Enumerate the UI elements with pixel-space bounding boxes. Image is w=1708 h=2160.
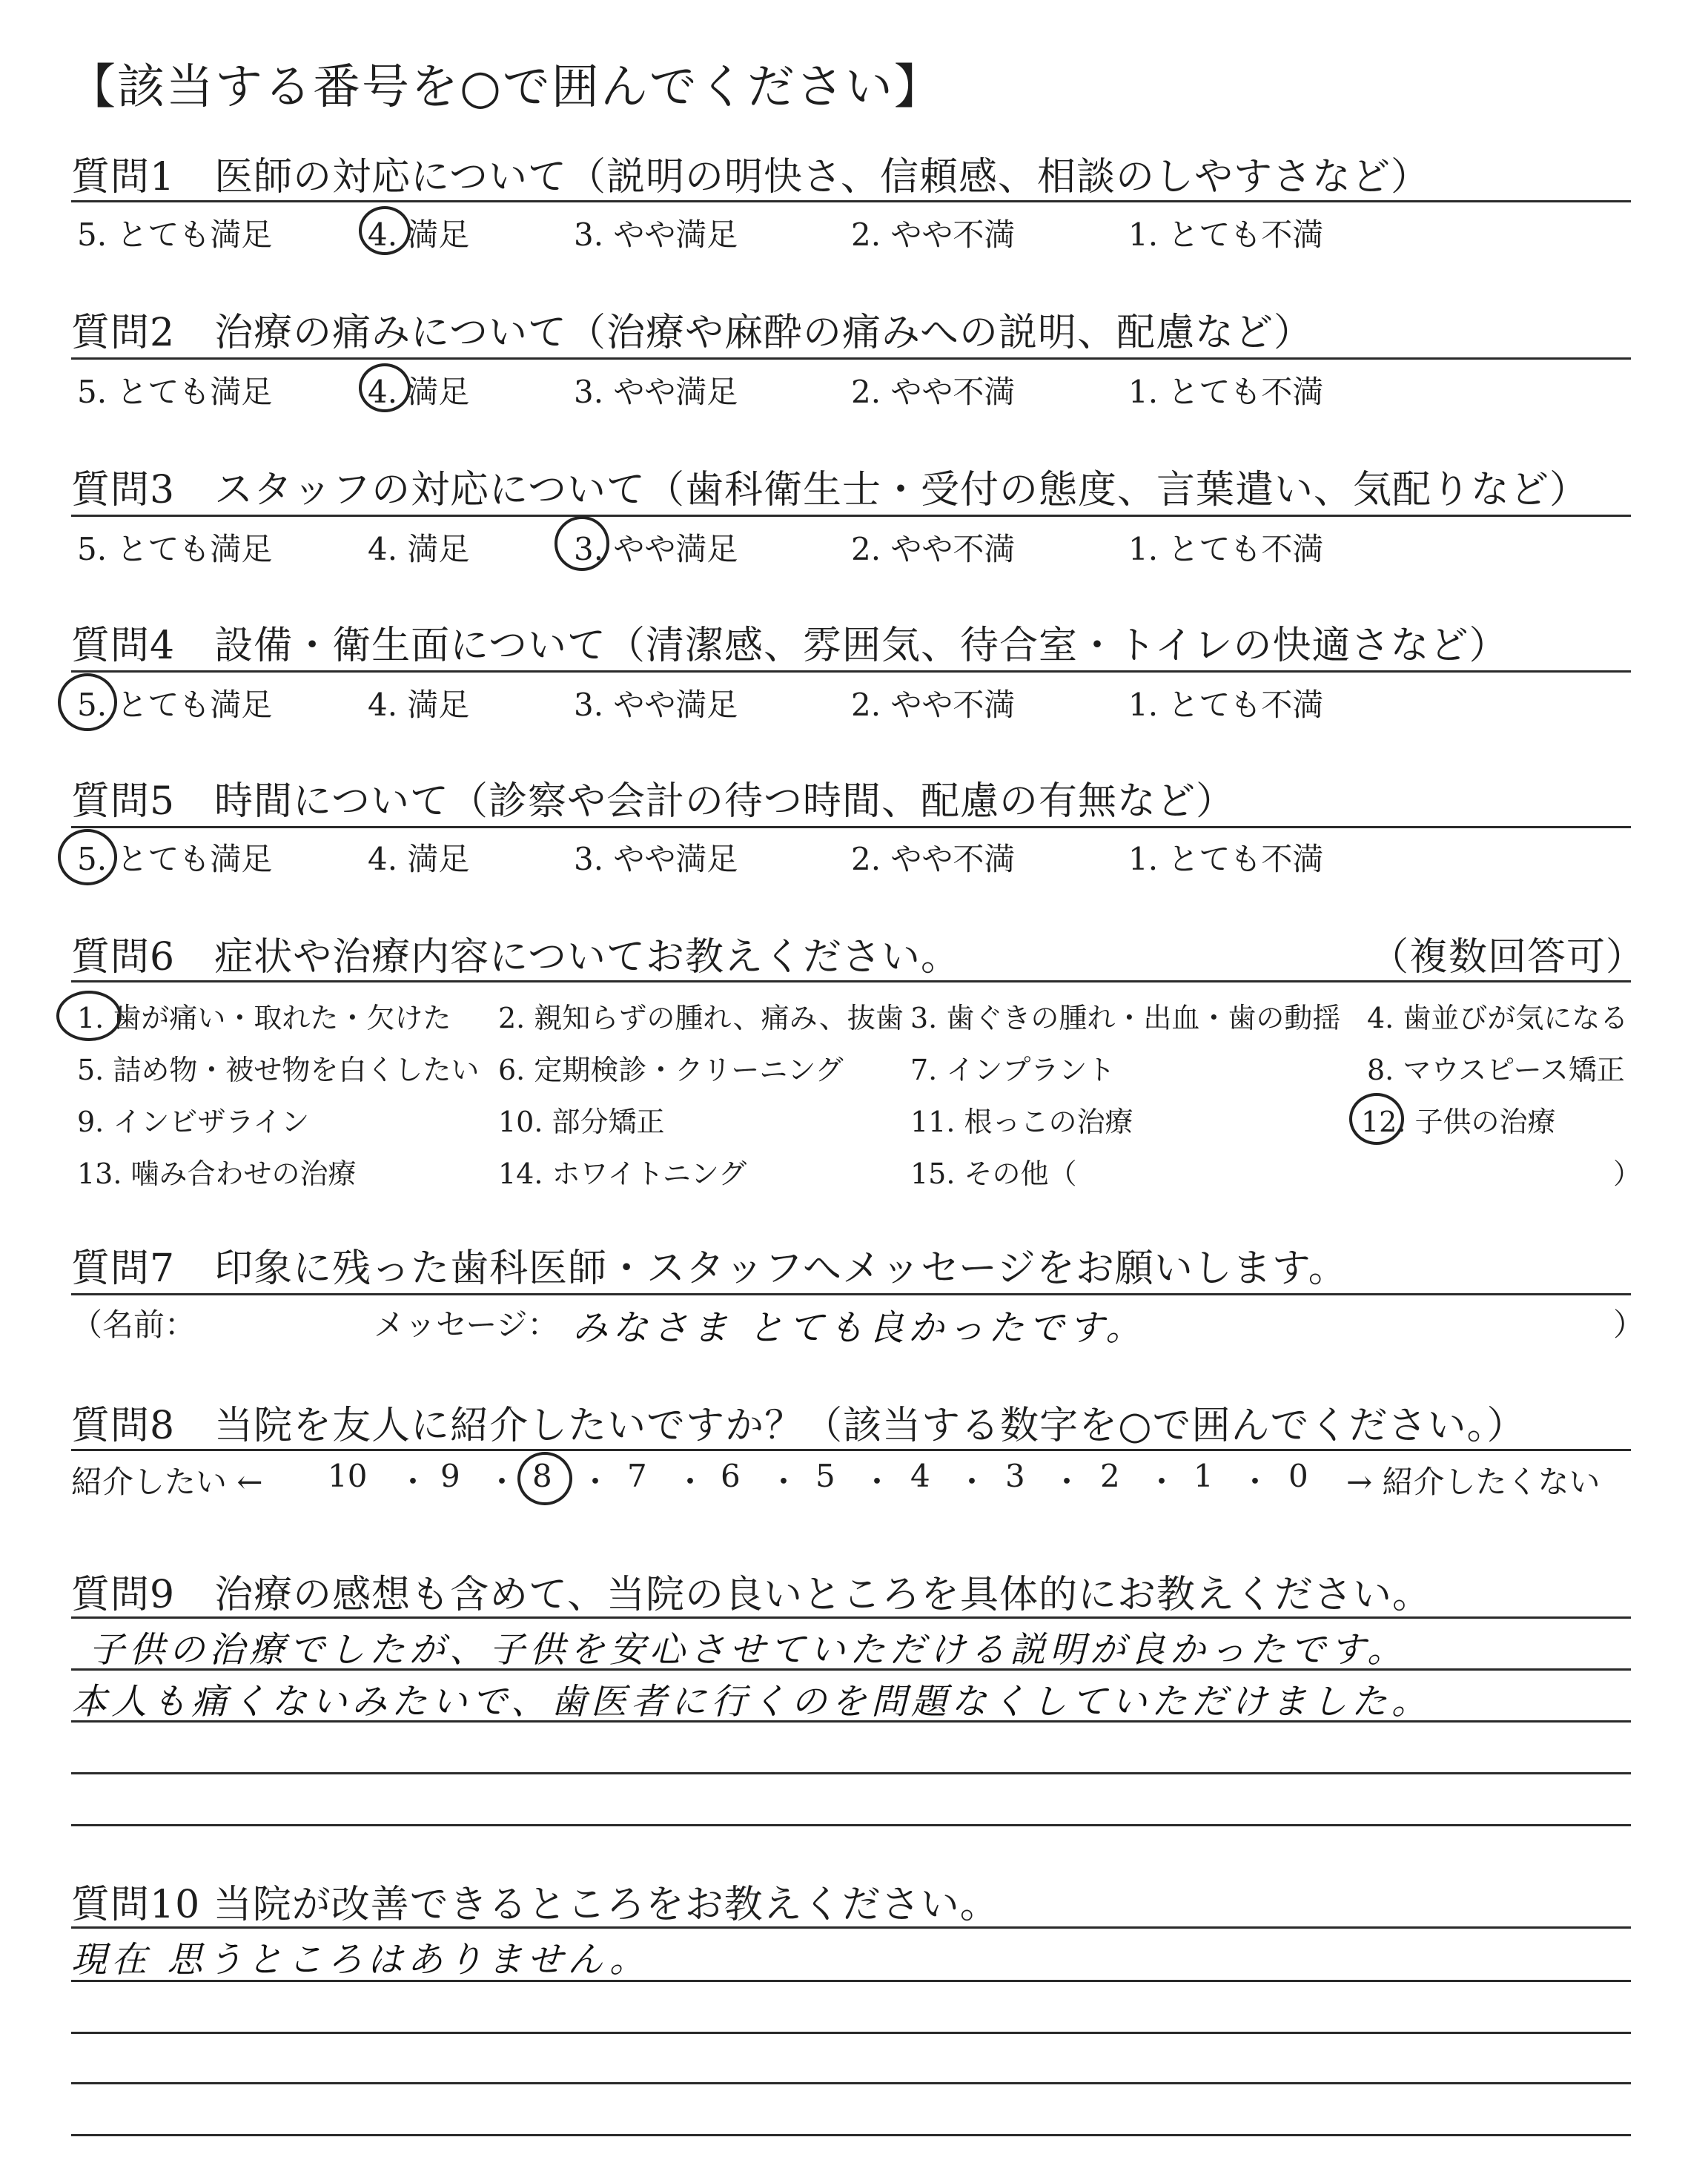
q8-dot: ・ [768, 1464, 800, 1500]
q5-rule [71, 826, 1631, 828]
q3-option-3[interactable]: 3. やや満足 [574, 531, 738, 567]
q9-answer-line-2[interactable]: 本人も痛くないみたいで、歯医者に行くのを問題なくしていただけました。 [71, 1681, 1432, 1723]
q8-dot: ・ [1051, 1464, 1083, 1500]
q9-title: 質問9 治療の感想も含めて、当院の良いところを具体的にお教えください。 [71, 1573, 1432, 1617]
q2-rule [71, 357, 1631, 360]
q8-scale-8[interactable]: 8 [532, 1458, 552, 1494]
q6-option-4[interactable]: 4. 歯並びが気になる [1367, 1002, 1629, 1034]
q2-option-5[interactable]: 5. とても満足 [77, 374, 273, 410]
q8-right-label: → 紹介したくない [1346, 1464, 1601, 1500]
q4-option-2[interactable]: 2. やや不満 [851, 687, 1016, 723]
q6-option-14[interactable]: 14. ホワイトニング [498, 1157, 747, 1190]
q3-option-5[interactable]: 5. とても満足 [77, 531, 273, 567]
q6-option-10[interactable]: 10. 部分矯正 [498, 1106, 665, 1138]
q8-dot: ・ [956, 1464, 988, 1500]
q6-rule [71, 980, 1631, 982]
q9-rule-1 [71, 1616, 1631, 1619]
q6-option-13[interactable]: 13. 噛み合わせの治療 [77, 1157, 357, 1190]
q8-scale-0[interactable]: 0 [1288, 1458, 1308, 1494]
q8-left-label: 紹介したい ← [71, 1464, 263, 1500]
q2-option-3[interactable]: 3. やや満足 [574, 374, 738, 410]
q5-selected-circle [58, 829, 117, 885]
q7-rule [71, 1293, 1631, 1295]
q8-rule [71, 1449, 1631, 1451]
q6-selected-circle-12 [1349, 1093, 1404, 1145]
q8-scale-2[interactable]: 2 [1100, 1458, 1120, 1494]
q8-dot: ・ [486, 1464, 518, 1500]
q6-title: 質問6 症状や治療内容についてお教えください。 [71, 935, 961, 980]
q6-option-3[interactable]: 3. 歯ぐきの腫れ・出血・歯の動揺 [910, 1002, 1341, 1034]
q8-scale-1[interactable]: 1 [1194, 1458, 1214, 1494]
q1-option-5[interactable]: 5. とても満足 [77, 217, 273, 253]
q6-multiple-note: （複数回答可） [1370, 935, 1646, 980]
q6-option-7[interactable]: 7. インプラント [910, 1054, 1116, 1086]
q10-rule-5 [71, 2134, 1631, 2136]
q8-dot: ・ [1146, 1464, 1178, 1500]
q3-option-4[interactable]: 4. 満足 [368, 531, 470, 567]
q6-option-2[interactable]: 2. 親知らずの腫れ、痛み、抜歯 [498, 1002, 904, 1034]
q9-rule-2 [71, 1668, 1631, 1671]
q8-dot: ・ [1239, 1464, 1271, 1500]
q4-rule [71, 670, 1631, 673]
q7-close-paren: ） [1613, 1307, 1645, 1343]
q6-option-6[interactable]: 6. 定期検診・クリーニング [498, 1054, 844, 1086]
q8-scale-3[interactable]: 3 [1005, 1458, 1025, 1494]
q5-option-3[interactable]: 3. やや満足 [574, 841, 738, 877]
q2-selected-circle [359, 363, 411, 412]
q4-option-3[interactable]: 3. やや満足 [574, 687, 738, 723]
q8-title: 質問8 当院を友人に紹介したいですか？（該当する数字を○で囲んでください。） [71, 1404, 1526, 1448]
q1-title: 質問1 医師の対応について（説明の明快さ、信頼感、相談のしやすさなど） [71, 155, 1430, 199]
q1-option-3[interactable]: 3. やや満足 [574, 217, 738, 253]
q8-dot: ・ [861, 1464, 893, 1500]
q9-answer-line-1[interactable]: 子供の治療でしたが、子供を安心させていただける説明が良かったです。 [89, 1629, 1408, 1671]
q10-rule-3 [71, 2032, 1631, 2034]
q1-option-2[interactable]: 2. やや不満 [851, 217, 1016, 253]
q3-option-2[interactable]: 2. やや不満 [851, 531, 1016, 567]
q8-scale-6[interactable]: 6 [721, 1458, 741, 1494]
q7-title: 質問7 印象に残った歯科医師・スタッフへメッセージをお願いします。 [71, 1246, 1348, 1291]
q4-selected-circle [58, 673, 117, 731]
q8-scale-5[interactable]: 5 [815, 1458, 835, 1494]
q5-option-4[interactable]: 4. 満足 [368, 841, 470, 877]
q4-option-4[interactable]: 4. 満足 [368, 687, 470, 723]
q10-rule-1 [71, 1926, 1631, 1929]
q6-option-8[interactable]: 8. マウスピース矯正 [1367, 1054, 1625, 1086]
q5-option-1[interactable]: 1. とても不満 [1128, 841, 1324, 877]
q10-title: 質問10 当院が改善できるところをお教えください。 [71, 1883, 999, 1927]
q1-rule [71, 200, 1631, 202]
q8-scale-10[interactable]: 10 [328, 1458, 368, 1494]
q6-selected-circle-1 [56, 991, 122, 1041]
q10-answer-line-1[interactable]: 現在 思うところはありません。 [71, 1939, 650, 1981]
q5-title: 質問5 時間について（診察や会計の待つ時間、配慮の有無など） [71, 779, 1236, 824]
q1-option-1[interactable]: 1. とても不満 [1128, 217, 1324, 253]
q10-rule-2 [71, 1980, 1631, 1982]
q6-option-9[interactable]: 9. インビザライン [77, 1106, 310, 1138]
q5-option-5[interactable]: 5. とても満足 [77, 841, 273, 877]
q10-rule-4 [71, 2082, 1631, 2084]
q8-scale-7[interactable]: 7 [627, 1458, 647, 1494]
q2-option-4[interactable]: 4. 満足 [368, 374, 470, 410]
q3-option-1[interactable]: 1. とても不満 [1128, 531, 1324, 567]
q6-option-5[interactable]: 5. 詰め物・被せ物を白くしたい [77, 1054, 480, 1086]
q2-title: 質問2 治療の痛みについて（治療や麻酔の痛みへの説明、配慮など） [71, 311, 1314, 355]
q8-selected-circle [517, 1452, 572, 1505]
q8-dot: ・ [580, 1464, 612, 1500]
q4-title: 質問4 設備・衛生面について（清潔感、雰囲気、待合室・トイレの快適さなど） [71, 624, 1509, 668]
q1-option-4[interactable]: 4. 満足 [368, 217, 470, 253]
page-heading: 【該当する番号を○で囲んでください】 [68, 60, 943, 115]
q2-option-1[interactable]: 1. とても不満 [1128, 374, 1324, 410]
q2-option-2[interactable]: 2. やや不満 [851, 374, 1016, 410]
q6-option-15[interactable]: 15. その他（ [910, 1157, 1077, 1190]
q6-other-close: ） [1613, 1157, 1642, 1190]
q8-dot: ・ [675, 1464, 706, 1500]
q3-selected-circle [555, 516, 609, 571]
q4-option-5[interactable]: 5. とても満足 [77, 687, 273, 723]
q6-option-12[interactable]: 12. 子供の治療 [1361, 1106, 1556, 1138]
q1-selected-circle [359, 206, 411, 255]
q6-option-1[interactable]: 1. 歯が痛い・取れた・欠けた [77, 1002, 451, 1034]
q3-title: 質問3 スタッフの対応について（歯科衛生士・受付の態度、言葉遣い、気配りなど） [71, 468, 1589, 512]
q7-name-label: （名前： [71, 1307, 196, 1343]
q9-rule-5 [71, 1824, 1631, 1826]
q7-message-answer[interactable]: みなさま とても良かったです。 [572, 1307, 1146, 1349]
q5-option-2[interactable]: 2. やや不満 [851, 841, 1016, 877]
q4-option-1[interactable]: 1. とても不満 [1128, 687, 1324, 723]
q3-rule [71, 515, 1631, 517]
q7-message-label: メッセージ： [374, 1307, 559, 1343]
q8-dot: ・ [397, 1464, 429, 1500]
q8-scale-4[interactable]: 4 [910, 1458, 930, 1494]
q6-option-11[interactable]: 11. 根っこの治療 [910, 1106, 1133, 1138]
q8-scale-9[interactable]: 9 [440, 1458, 460, 1494]
q9-rule-3 [71, 1720, 1631, 1723]
q9-rule-4 [71, 1772, 1631, 1774]
